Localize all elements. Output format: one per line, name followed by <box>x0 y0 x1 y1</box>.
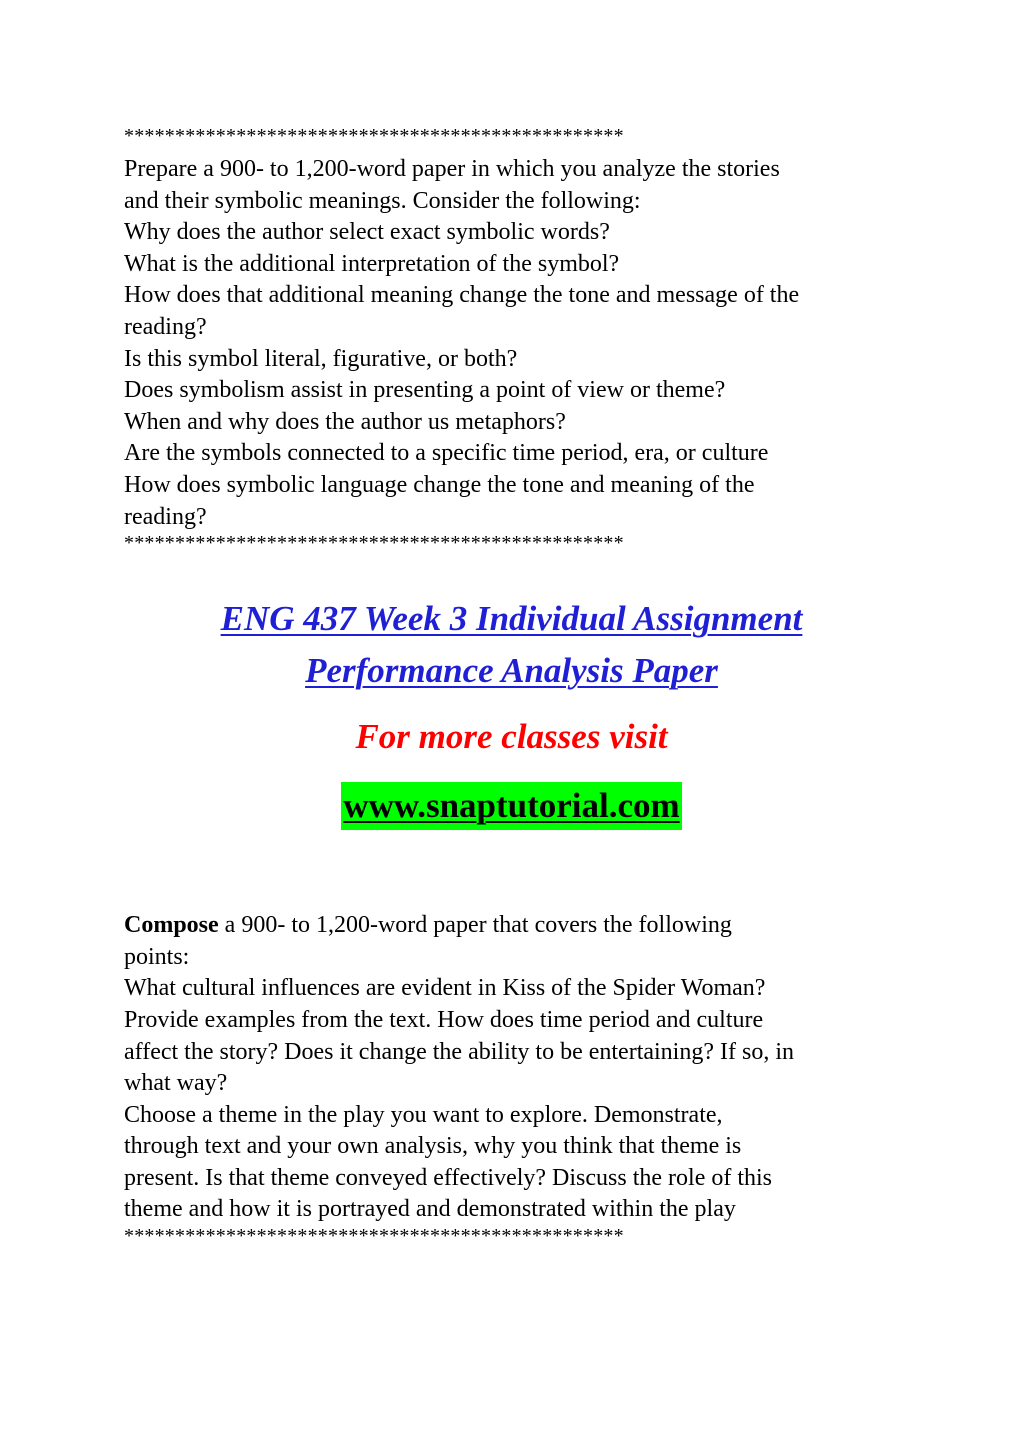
section1-line: When and why does the author us metaphors? <box>124 408 566 435</box>
section2-line: through text and your own analysis, why you think that theme is <box>124 1133 742 1160</box>
section2-first-line-rest: a 900- to 1,200-word paper that covers the following <box>218 912 732 939</box>
section2-first-line <box>124 910 914 942</box>
section2-line: Choose a theme in the play you want to explore. Demonstrate, <box>124 1101 723 1128</box>
compose-lead-word: Compose <box>124 912 219 939</box>
separator-bottom: ************************************************* <box>124 1226 624 1247</box>
section1-line: reading? <box>124 503 207 530</box>
section1-line: Prepare a 900- to 1,200-word paper in which you analyze the stories <box>124 156 780 182</box>
section1-line: and their symbolic meanings. Consider the following: <box>124 187 641 214</box>
course-title-link-line2[interactable]: Performance Analysis Paper <box>305 651 718 691</box>
section1-paragraph <box>124 154 914 533</box>
section1-line: Why does the author select exact symbolic words? <box>124 219 610 246</box>
section1-line: Is this symbol literal, figurative, or both? <box>124 345 518 372</box>
section1-line: reading? <box>124 313 207 340</box>
visit-text: For more classes visit <box>355 717 668 757</box>
section1-line: How does that additional meaning change the tone and message of the <box>124 282 800 309</box>
section2-paragraph <box>124 910 914 1226</box>
section2-line: present. Is that theme conveyed effectively? Discuss the role of this <box>124 1164 773 1191</box>
separator-top: ************************************************* <box>124 126 624 146</box>
section2-line: Provide examples from the text. How does time period and culture <box>124 1006 764 1033</box>
separator-middle: ************************************************* <box>124 533 624 554</box>
document-page <box>124 126 914 1246</box>
section1-line: What is the additional interpretation of the symbol? <box>124 250 620 277</box>
section1-line: Are the symbols connected to a specific time period, era, or culture <box>124 440 769 467</box>
section2-line: affect the story? Does it change the ability to be entertaining? If so, in <box>124 1038 794 1065</box>
course-title-link-line1[interactable]: ENG 437 Week 3 Individual Assignment <box>220 599 803 639</box>
section1-line: How does symbolic language change the tone and meaning of the <box>124 471 755 498</box>
section2-line: what way? <box>124 1070 228 1097</box>
section2-line: What cultural influences are evident in Kiss of the Spider Woman? <box>124 975 766 1002</box>
website-link[interactable]: www.snaptutorial.com <box>341 782 681 830</box>
section2-line: theme and how it is portrayed and demonstrated within the play <box>124 1196 736 1223</box>
section2-line: points: <box>124 943 190 970</box>
section1-line: Does symbolism assist in presenting a point of view or theme? <box>124 377 726 404</box>
title-block <box>124 593 899 830</box>
